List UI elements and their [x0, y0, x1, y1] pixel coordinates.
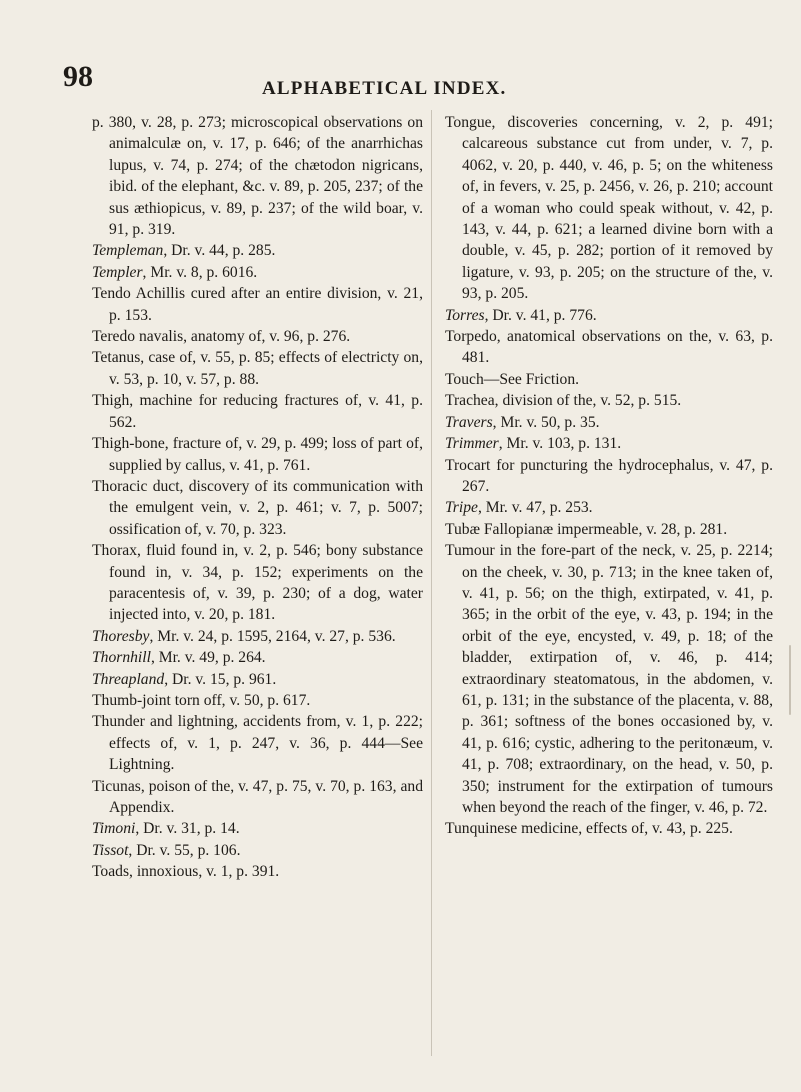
entry-text: Thunder and lightning, accidents from, v. 1, p. 222; effects of, v. 1, p. 247, v. 36, p. 444—See Lightning. [92, 713, 423, 774]
entry-name: Trimmer [445, 435, 499, 453]
entry-text: , Dr. v. 41, p. 776. [484, 306, 597, 324]
entry-text: , Dr. v. 55, p. 106. [128, 841, 241, 859]
entry-name: Travers [445, 413, 493, 431]
entry-text: , Dr. v. 15, p. 961. [164, 670, 277, 688]
entry-text: Torpedo, anatomical observations on the, v. 63, p. 481. [445, 328, 773, 367]
index-entry [92, 818, 423, 839]
index-entry [445, 326, 773, 369]
index-entry [445, 540, 773, 818]
index-entry [92, 711, 423, 775]
entry-text: Toads, innoxious, v. 1, p. 391. [92, 863, 280, 881]
entry-text: , Mr. v. 103, p. 131. [498, 435, 622, 453]
entry-name: Templeman [92, 242, 164, 260]
index-entry [92, 262, 423, 283]
entry-name: Threapland [92, 670, 165, 688]
entry-text: Tongue, discoveries concerning, v. 2, p. 491; calcareous substance cut from under, v. 7, p. 4062, v. 20, p. 440, v. 46, p. 5; on the whiteness of, in fevers, v. 25, p. 2456, v. 26, p. 210; account of a woman who could speak without, v. 42, p. 143, v. 44, p. 621; a learned divine born with a double, v. 45, p. 282; portion of it removed by ligature, v. 93, p. 205; on the structure of the, v. 93, p. 205. [445, 114, 773, 303]
entry-text: p. 380, v. 28, p. 273; microscopical observations on animalculæ on, v. 17, p. 646; of the anarrhichas lupus, v. 74, p. 274; of the chætodon nigricans, ibid. of the elephant, &c. v. 89, p. 205, 237; of the sus æthiopicus, v. 89, p. 237; of the wild boar, v. 91, p. 319. [92, 114, 423, 239]
entry-text: Thigh-bone, fracture of, v. 29, p. 499; loss of part of, supplied by callus, v. 41, p. 761. [92, 435, 423, 474]
entry-text: Thumb-joint torn off, v. 50, p. 617. [92, 691, 311, 709]
entry-name: Thoresby [92, 627, 150, 645]
entry-text: , Dr. v. 31, p. 14. [135, 820, 240, 838]
right-column [445, 112, 773, 840]
entry-text: Trachea, division of the, v. 52, p. 515. [445, 392, 682, 410]
left-column [92, 112, 423, 883]
index-entry [92, 540, 423, 626]
entry-name: Timoni [92, 820, 136, 838]
entry-text: , Mr. v. 50, p. 35. [492, 413, 600, 431]
entry-text: Thigh, machine for reducing fractures of, v. 41, p. 562. [92, 392, 423, 431]
entry-name: Tripe [445, 499, 478, 517]
index-entry [92, 390, 423, 433]
index-entry [445, 369, 773, 390]
index-entry [92, 776, 423, 819]
entry-name: Torres [445, 306, 485, 324]
index-entry [92, 840, 423, 861]
index-entry [445, 412, 773, 433]
entry-text: Touch—See Friction. [445, 370, 580, 388]
entry-text: , Mr. v. 24, p. 1595, 2164, v. 27, p. 536. [149, 627, 396, 645]
index-entry [92, 647, 423, 668]
entry-text: Tetanus, case of, v. 55, p. 85; effects of electricty on, v. 53, p. 10, v. 57, p. 88. [92, 349, 423, 388]
entry-text: , Mr. v. 8, p. 6016. [142, 263, 258, 281]
entry-text: , Mr. v. 49, p. 264. [150, 649, 266, 667]
entry-text: , Mr. v. 47, p. 253. [477, 499, 593, 517]
index-entry [92, 690, 423, 711]
index-entry [92, 669, 423, 690]
entry-text: Thorax, fluid found in, v. 2, p. 546; bony substance found in, v. 34, p. 152; experiments on the paracentesis of, v. 39, p. 230; of a dog, water injected into, v. 20, p. 181. [92, 542, 423, 624]
index-entry [445, 305, 773, 326]
index-entry [92, 112, 423, 240]
index-entry [445, 818, 773, 839]
entry-text: Tubæ Fallopianæ impermeable, v. 28, p. 281. [445, 520, 728, 538]
entry-text: Tumour in the fore-part of the neck, v. 25, p. 2214; on the cheek, v. 30, p. 713; in the knee taken of, v. 41, p. 56; on the thigh, extirpated, v. 41, p. 365; in the orbit of the eye, v. 43, p. 194; in the orbit of the eye, encysted, v. 49, p. 18; of the bladder, extirpation of, v. 46, p. 414; extraordinary steatomatous, in the abdomen, v. 61, p. 131; in the substance of the placenta, v. 88, p. 361; softness of the bones occasioned by, v. 41, p. 616; cystic, adhering to the peritonæum, v. 41, p. 708; extraordinary, on the head, v. 50, p. 350; instrument for the extirpation of tumours when beyond the reach of the finger, v. 46, p. 72. [445, 542, 773, 816]
page-edge-mark [789, 645, 791, 715]
entry-text: Tendo Achillis cured after an entire division, v. 21, p. 153. [92, 285, 423, 324]
index-entry [445, 455, 773, 498]
index-entry [445, 519, 773, 540]
index-entry [92, 240, 423, 261]
entry-name: Thornhill [92, 649, 151, 667]
entry-text: Teredo navalis, anatomy of, v. 96, p. 276. [92, 328, 351, 346]
index-entry [445, 390, 773, 411]
entry-text: Trocart for puncturing the hydrocephalus, v. 47, p. 267. [445, 456, 773, 495]
index-entry [445, 497, 773, 518]
entry-text: Tunquinese medicine, effects of, v. 43, p. 225. [445, 820, 733, 838]
index-entry [445, 433, 773, 454]
index-entry [92, 626, 423, 647]
entry-text: , Dr. v. 44, p. 285. [163, 242, 276, 260]
running-title: ALPHABETICAL INDEX. [262, 78, 507, 99]
index-entry [92, 476, 423, 540]
index-entry [445, 112, 773, 305]
page-number: 98 [63, 60, 93, 93]
index-entry [92, 347, 423, 390]
index-entry [92, 433, 423, 476]
entry-name: Tissot [92, 841, 129, 859]
entry-text: Ticunas, poison of the, v. 47, p. 75, v. 70, p. 163, and Appendix. [92, 777, 423, 816]
entry-text: Thoracic duct, discovery of its communication with the emulgent vein, v. 2, p. 461; v. 7, p. 5007; ossification of, v. 70, p. 323. [92, 477, 423, 538]
column-divider [431, 110, 432, 1056]
entry-name: Templer [92, 263, 143, 281]
index-entry [92, 861, 423, 882]
index-entry [92, 326, 423, 347]
index-entry [92, 283, 423, 326]
